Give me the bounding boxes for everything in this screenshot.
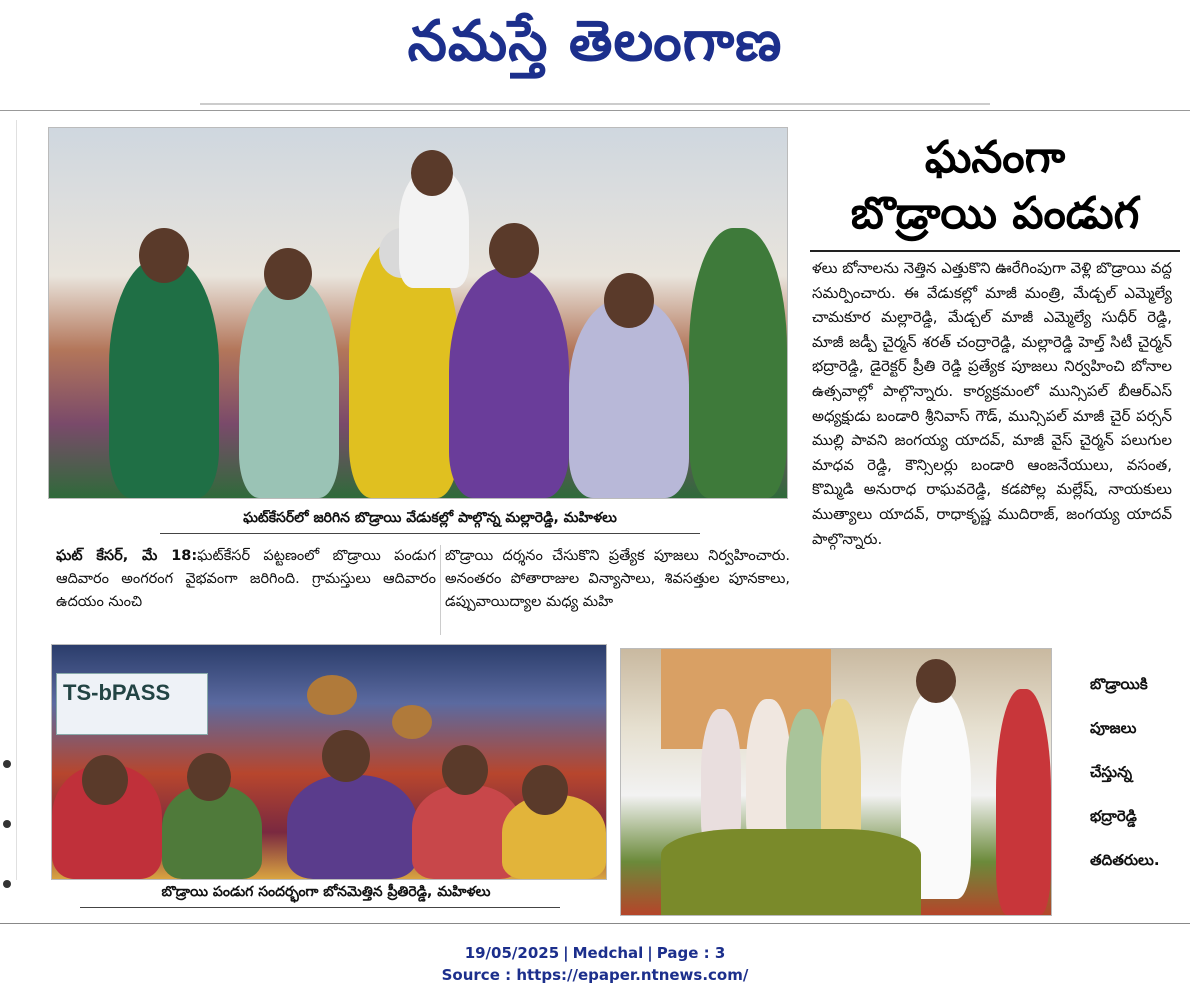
- puja-photo: [51, 644, 607, 880]
- person-figure: [786, 709, 826, 849]
- person-head: [187, 753, 231, 801]
- newspaper-logo: నమస్తే తెలంగాణ: [407, 8, 783, 74]
- offerings-mound: [661, 829, 921, 915]
- footer-meta: 19/05/2025 | Medchal | Page : 3: [464, 944, 726, 962]
- article-column-1: [56, 545, 436, 614]
- puja-photo-caption: బొడ్రాయి పండుగ సందర్భంగా బోనమెత్తిన ప్రీతిరెడ్డి, మహిళలు: [161, 884, 491, 900]
- person-figure: [701, 709, 741, 849]
- person-figure: [569, 298, 689, 498]
- caption-rule: [80, 907, 560, 908]
- person-figure: [996, 689, 1051, 915]
- signboard-text: TS-bPASS: [63, 680, 171, 705]
- dateline: ఘట్ కేసర్, మే 18:: [56, 548, 198, 564]
- rite-caption-line: భద్రారెడ్డి: [1090, 807, 1137, 825]
- person-head: [442, 745, 488, 795]
- person-head: [489, 223, 539, 278]
- rite-caption-line: పూజలు: [1090, 719, 1137, 737]
- rite-caption-line: చేస్తున్న: [1090, 763, 1133, 781]
- main-photo-group: [48, 127, 788, 499]
- person-figure: [449, 268, 569, 498]
- headline-line-1: ఘనంగా: [924, 132, 1066, 183]
- person-head: [604, 273, 654, 328]
- person-head: [264, 248, 312, 300]
- page-top-rule: [0, 110, 1190, 111]
- footer-source[interactable]: Source : https://epaper.ntnews.com/: [441, 966, 749, 984]
- gutter-dot: [3, 880, 11, 888]
- pot: [392, 705, 432, 739]
- person-head: [916, 659, 956, 703]
- column-divider: [440, 545, 441, 635]
- person-figure: [287, 775, 417, 879]
- person-figure: [239, 278, 339, 498]
- person-figure: [746, 699, 791, 849]
- headline-line-2: బొడ్రాయి పండుగ: [850, 188, 1140, 239]
- headline-rule: [810, 250, 1180, 252]
- footer-date: 19/05/2025: [464, 944, 560, 962]
- caption-rule: [160, 533, 700, 534]
- plant: [689, 228, 787, 498]
- person-head: [322, 730, 370, 782]
- person-figure: [109, 258, 219, 498]
- footer: [0, 942, 1190, 986]
- person-head: [522, 765, 568, 815]
- masthead: [0, 0, 1190, 96]
- rite-photo-caption: [1090, 662, 1180, 882]
- rite-photo: [620, 648, 1052, 916]
- gutter-dot: [3, 820, 11, 828]
- main-photo-caption: ఘట్‌కేసర్‌లో జరిగిన బొడ్రాయి వేడుకల్లో పాల్గొన్న మల్లారెడ్డి, మహిళలు: [243, 510, 617, 526]
- footer-page: Page : 3: [656, 944, 726, 962]
- masthead-divider: [200, 103, 990, 105]
- rite-caption-line: బొడ్రాయికి: [1090, 675, 1148, 693]
- person-head: [411, 150, 453, 196]
- headline: [800, 130, 1190, 242]
- person-head: [139, 228, 189, 283]
- article-column-1-text: ఘట్‌కేసర్ పట్టణంలో బొడ్రాయి పండుగ ఆదివారం అంగరంగ వైభవంగా జరిగింది. గ్రామస్తులు ఆదివారం ఉదయం నుంచి: [56, 548, 436, 610]
- rite-caption-line: తదితరులు.: [1090, 851, 1160, 869]
- signboard: [56, 673, 208, 735]
- article-right-column: ళలు బోనాలను నెత్తిన ఎత్తుకొని ఊరేగింపుగా వెళ్లి బొడ్రాయి వద్ద సమర్పించారు. ఈ వేడుకల్లో మాజీ మంత్రి, మేడ్చల్ ఎమ్మెల్యే చామకూర మల్లారెడ్డి, మేడ్చల్ మాజీ ఎమ్మెల్యే సుధీర్ రెడ్డి, మాజీ జడ్పీ చైర్మన్ శరత్ చంద్రారెడ్డి, మల్లారెడ్డి హెల్త్ సిటీ చైర్మన్ భద్రారెడ్డి, డైరెక్టర్ ప్రీతి రెడ్డి ప్రత్యేక పూజలు నిర్వహించి బోనాల ఉత్సవాల్లో పాల్గొన్నారు. కార్యక్రమంలో మున్సిపల్ బీఆర్ఎస్ అధ్యక్షుడు బండారి శ్రీనివాస్ గౌడ్, మున్సిపల్ మాజీ చైర్ పర్సన్ ముల్లి పావని జంగయ్య యాదవ్, మాజీ వైస్ చైర్మన్ పలుగుల మాధవ రెడ్డి, కౌన్సిలర్లు బండారి ఆంజనేయులు, వసంత, కొమ్మిడి అనురాధ రాఘవరెడ్డి, కడపోల్ల మల్లేష్, నాయకులు ముత్యాలు యాదవ్, రాధాకృష్ణ ముదిరాజ్, జంగయ్య యాదవ్ పాల్గొన్నారు.: [812, 259, 1172, 548]
- page-bottom-rule: [0, 923, 1190, 924]
- article-column-2: బొడ్రాయి దర్శనం చేసుకొని ప్రత్యేక పూజలు నిర్వహించారు. అనంతరం పోతారాజుల విన్యాసాలు, శివసత్తుల పూనకాలు, డప్పువాయిద్యాల మధ్య మహి: [445, 548, 790, 610]
- gutter-dot: [3, 760, 11, 768]
- footer-edition: Medchal: [572, 944, 644, 962]
- left-gutter: [0, 120, 17, 880]
- pot: [307, 675, 357, 715]
- person-head: [82, 755, 128, 805]
